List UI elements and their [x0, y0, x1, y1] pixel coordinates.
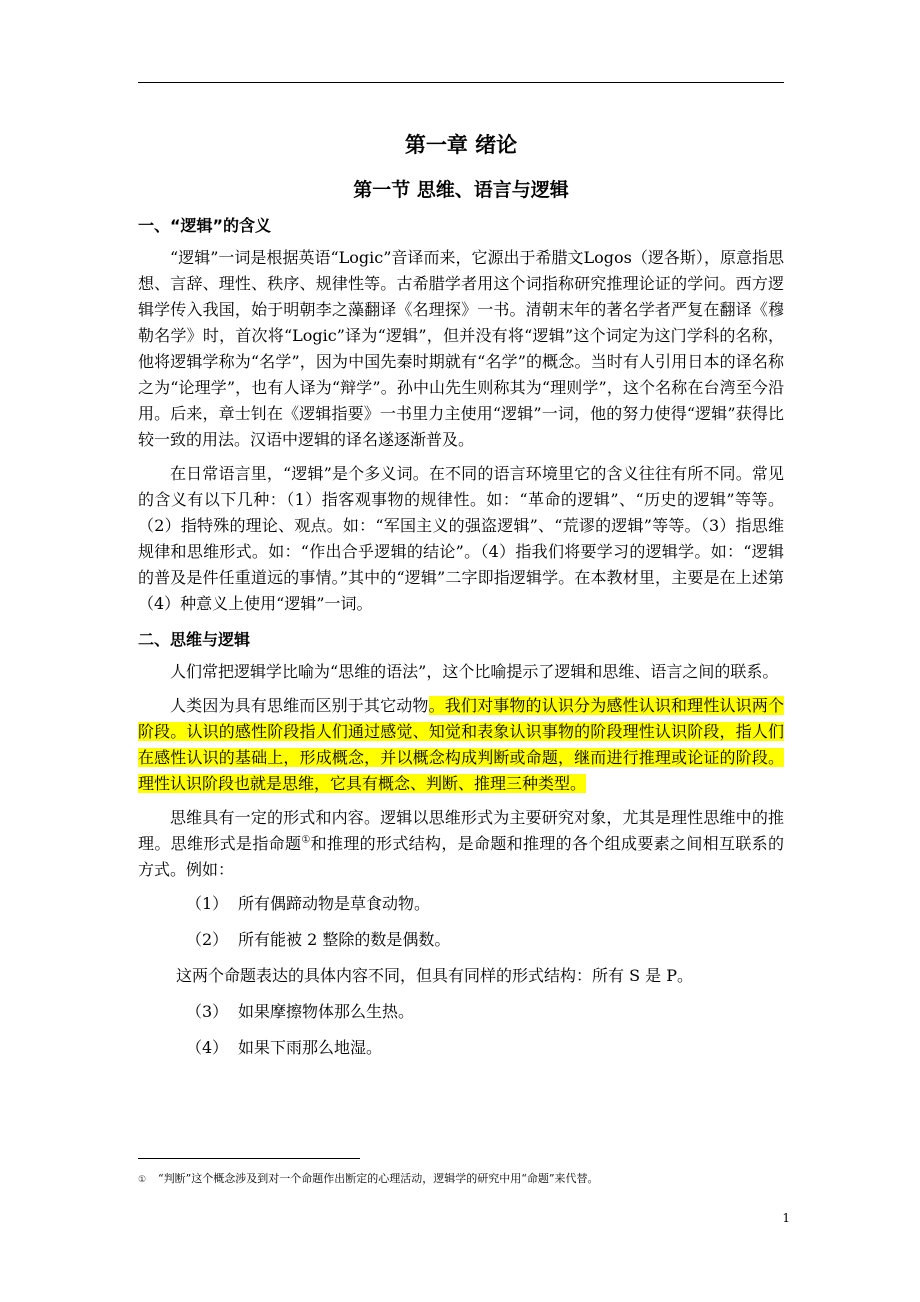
paragraph: “逻辑”一词是根据英语“Logic”音译而来，它源出于希腊文Logos（逻各斯），原意指思想、言辞、理性、秩序、规律性等。古希腊学者用这个词指称研究推理论证的学问。西方逻辑学传入我国，始于明朝李之藻翻译《名理探》一书。清朝末年的著名学者严复在翻译《穆勒名学》时，首次将“Logic”译为“逻辑”，但并没有将“逻辑”这个词定为这门学科的名称，他将逻辑学称为“名学”，因为中国先秦时期就有“名学”的概念。当时有人引用日本的译名称之为“论理学”，也有人译为“辩学”。孙中山先生则称其为“理则学”，这个名称在台湾至今沿用。后来，章士钊在《逻辑指要》一书里力主使用“逻辑”一词，他的努力使得“逻辑”获得比较一致的用法。汉语中逻辑的译名遂逐渐普及。: [138, 248, 784, 449]
summary-line: 这两个命题表达的具体内容不同，但具有同样的形式结构：所有 S 是 P。: [176, 966, 693, 985]
chapter-title: 第一章 绪论: [404, 133, 518, 157]
example-text: 所有偶蹄动物是草食动物。: [238, 894, 431, 913]
paragraph-text: 和推理的形式结构，是命题和推理的各个组成要素之间相互联系的方式。例如：: [138, 834, 784, 879]
footnote-mark: ①: [138, 1175, 147, 1185]
paragraph-text: 人类因为具有思维而区别于其它动物: [170, 696, 429, 715]
example-number: （4）: [186, 1038, 229, 1057]
paragraph: 在日常语言里，“逻辑”是个多义词。在不同的语言环境里它的含义往往有所不同。常见的含义有以下几种：（1）指客观事物的规律性。如：“革命的逻辑”、“历史的逻辑”等等。（2）指特殊的理论、观点。如：“军国主义的强盗逻辑”、“荒谬的逻辑”等等。（3）指思维规律和思维形式。如：“作出合乎逻辑的结论”。（4）指我们将要学习的逻辑学。如：“逻辑的普及是件任重道远的事情。”其中的“逻辑”二字即指逻辑学。在本教材里，主要是在上述第（4）种意义上使用“逻辑”一词。: [138, 464, 784, 613]
example-item: [186, 999, 784, 1025]
example-number: （1）: [186, 894, 229, 913]
footnote: [138, 1170, 784, 1189]
example-item: [186, 927, 784, 953]
section-title: 第一节 思维、语言与逻辑: [353, 179, 569, 201]
example-text: 如果摩擦物体那么生热。: [238, 1002, 415, 1021]
highlighted-paragraph: [138, 693, 784, 797]
example-number: （2）: [186, 930, 229, 949]
paragraph-text: 思维具有一定的形式和内容。逻辑以思维形式为主要研究对象，尤其是理性思维中的推理。思维形式是指命题: [138, 808, 784, 853]
paragraph: 人们常把逻辑学比喻为“思维的语法”，这个比喻提示了逻辑和思维、语言之间的联系。: [170, 662, 779, 681]
footnote-text: “判断”这个概念涉及到对一个命题作出断定的心理活动，逻辑学的研究中用“命题”来代替。: [158, 1172, 599, 1185]
example-item: [186, 1035, 784, 1061]
example-number: （3）: [186, 1002, 229, 1021]
section-heading-2: 二、思维与逻辑: [138, 630, 251, 649]
header-rule: [138, 82, 784, 83]
example-text: 所有能被 2 整除的数是偶数。: [238, 930, 451, 949]
example-text: 如果下雨那么地湿。: [238, 1038, 383, 1057]
footnote-rule: [138, 1158, 360, 1159]
page-number: 1: [782, 1211, 790, 1225]
footnote-reference[interactable]: ①: [301, 834, 311, 846]
document-body: [138, 211, 784, 1071]
example-item: [186, 891, 784, 917]
section-heading-1: 一、“逻辑”的含义: [138, 216, 272, 235]
highlighted-text: 。我们对事物的认识分为感性认识和理性认识两个阶段。认识的感性阶段指人们通过感觉、知觉和表象认识事物的阶段理性认识阶段，指人们在感性认识的基础上，形成概念，并以概念构成判断或命题，继而进行推理或论证的阶段。理性认识阶段也就是思维，它具有概念、判断、推理三种类型。: [138, 696, 784, 793]
paragraph: [138, 805, 784, 883]
